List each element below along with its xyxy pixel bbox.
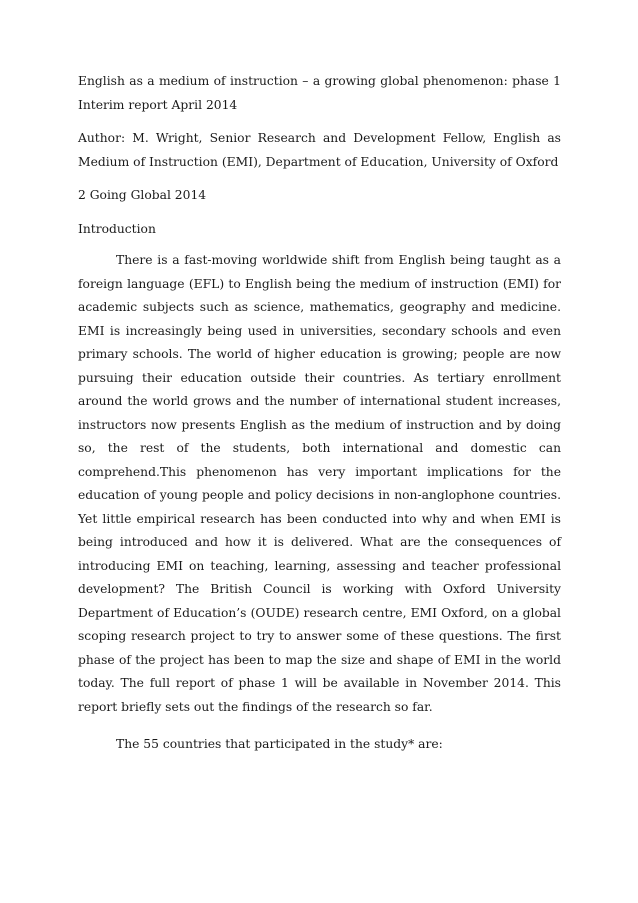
report-title: English as a medium of instruction – a growing global phenomenon: phase 1 Interim report April 2014 [78, 74, 561, 112]
intro-paragraph: There is a fast-moving worldwide shift from English being taught as a foreign language (EFL) to English being the medium of instruction (EMI) for academic subjects such as science, mathematics, geography and medicine. EMI is increasingly being used in universities, secondary schools and even primary schools. The world of higher education is growing; people are now pursuing their education outside their countries. As tertiary enrollment around the world grows and the number of international student increases, instructors now presents English as the medium of instruction and by doing so, the rest of the students, both international and domestic can comprehend.This phenomenon has very important implications for the education of young people and policy decisions in non-anglophone countries. Yet little empirical research has been conducted into why and when EMI is being introduced and how it is delivered. What are the consequences of introducing EMI on teaching, learning, assessing and teacher professional development? The British Council is working with Oxford University Department of Education’s (OUDE) research centre, EMI Oxford, on a global scoping research project to try to answer some of these questions. The first phase of the project has been to map the size and shape of EMI in the world today. The full report of phase 1 will be available in November 2014. This report briefly sets out the findings of the research so far. [78, 253, 561, 714]
countries-line: The 55 countries that participated in the study* are: [116, 737, 443, 751]
author-line: Author: M. Wright, Senior Research and Development Fellow, English as Medium of Instruction (EMI), Department of Education, University of Oxford [78, 131, 561, 169]
section-heading: Introduction [78, 221, 156, 236]
document-page [78, 70, 561, 757]
event-line: 2 Going Global 2014 [78, 188, 207, 202]
